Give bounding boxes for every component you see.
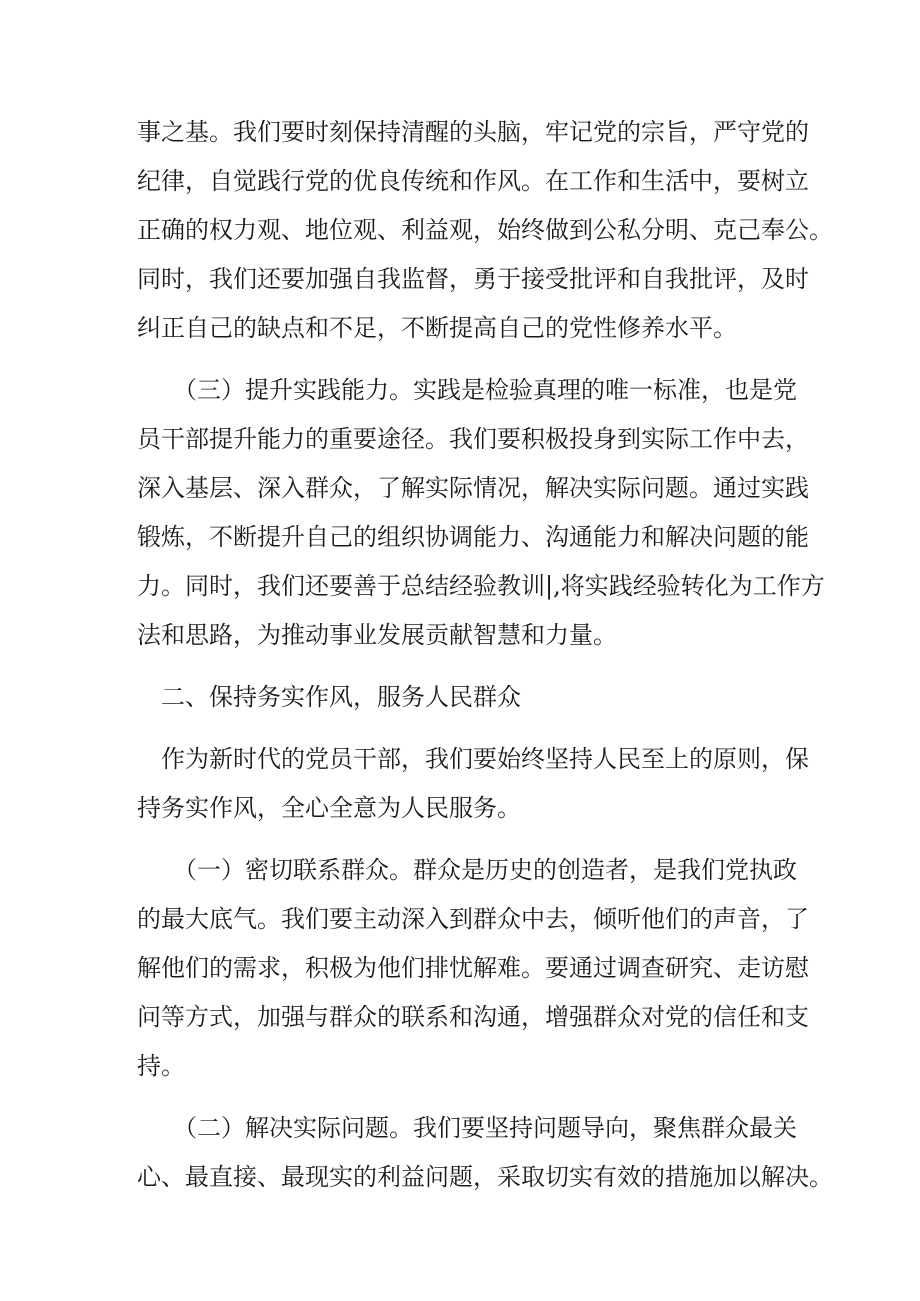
text-line: 同时，我们还要加强自我监督，勇于接受批评和自我批评，及时 [137, 265, 809, 293]
paragraph-contact-masses [137, 846, 809, 1091]
paragraph-gap [137, 833, 802, 846]
paragraph-gap [137, 1091, 802, 1104]
text-line: 心、最直接、最现实的利益问题，采取切实有效的措施加以解决。 [137, 1163, 833, 1191]
paragraph-solve-problems [137, 1104, 833, 1202]
text-line: 问等方式，加强与群众的联系和沟通，增强群众对党的信任和支 [137, 1003, 809, 1031]
text-line: 事之基。我们要时刻保持清醒的头脑，牢记党的宗旨，严守党的 [137, 118, 809, 146]
text-line: 持。 [137, 1052, 185, 1080]
paragraph-practice-ability [137, 366, 825, 660]
paragraph-discipline [137, 108, 833, 353]
text-line: 作为新时代的党员干部，我们要始终坚持人民至上的原则，保 [137, 745, 809, 773]
text-line: 锻炼，不断提升自己的组织协调能力、沟通能力和解决问题的能 [137, 523, 809, 551]
paragraph-gap [137, 353, 802, 366]
section-heading-text: 二、保持务实作风，服务人民群众 [137, 683, 521, 711]
text-line: 解他们的需求，积极为他们排忧解难。要通过调查研究、走访慰 [137, 954, 809, 982]
text-line: （一）密切联系群众。群众是历史的创造者，是我们党执政 [137, 856, 797, 884]
text-line: 持务实作风，全心全意为人民服务。 [137, 794, 521, 822]
paragraph-gap [137, 722, 802, 735]
text-line: 法和思路，为推动事业发展贡献智慧和力量。 [137, 621, 617, 649]
paragraph-gap [137, 660, 802, 673]
text-line: （三）提升实践能力。实践是检验真理的唯一标准，也是党 [137, 376, 797, 404]
section-heading [137, 673, 802, 722]
text-line: 的最大底气。我们要主动深入到群众中去，倾听他们的声音，了 [137, 905, 809, 933]
text-line: （二）解决实际问题。我们要坚持问题导向，聚焦群众最关 [137, 1114, 797, 1142]
text-line: 力。同时，我们还要善于总结经验教训|,将实践经验转化为工作方 [137, 572, 825, 600]
text-line: 纠正自己的缺点和不足，不断提高自己的党性修养水平。 [137, 314, 737, 342]
text-line: 纪律，自觉践行党的优良传统和作风。在工作和生活中，要树立 [137, 167, 809, 195]
text-line: 员干部提升能力的重要途径。我们要积极投身到实际工作中去， [137, 425, 809, 453]
text-line: 正确的权力观、地位观、利益观，始终做到公私分明、克己奉公。 [137, 216, 833, 244]
text-line: 深入基层、深入群众，了解实际情况，解决实际问题。通过实践 [137, 474, 809, 502]
paragraph-intro [137, 735, 809, 833]
